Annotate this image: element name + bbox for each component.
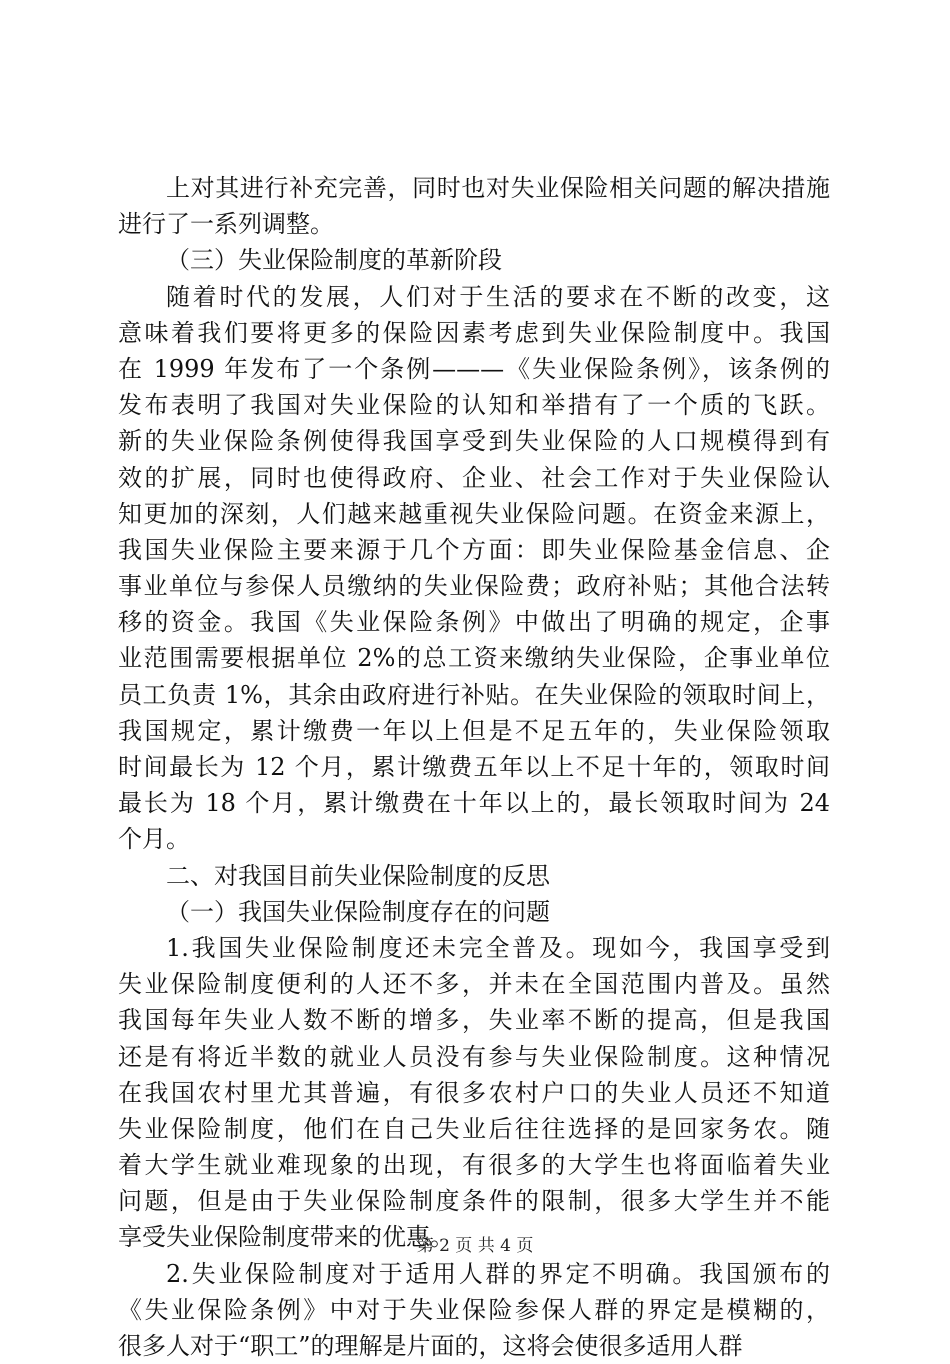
document-body: [118, 170, 830, 1364]
text-line: 很多人对于“职工”的理解是片面的，这将会使很多适用人群: [118, 1332, 743, 1360]
text-line: 事业单位与参保人员缴纳的失业保险费；政府补贴；其他合法转: [118, 572, 830, 601]
text-line: 时间最长为 12 个月，累计缴费五年以上不足十年的，领取时间: [118, 753, 830, 781]
text-line: 着大学生就业难现象的出现，有很多的大学生也将面临着失业: [118, 1151, 830, 1180]
text-line: 意味着我们要将更多的保险因素考虑到失业保险制度中。我国: [118, 318, 830, 347]
text-line: 失业保险制度，他们在自己失业后往往选择的是回家务农。随: [118, 1114, 830, 1143]
text-line: 二、对我国目前失业保险制度的反思: [166, 861, 550, 890]
text-line: 业范围需要根据单位 2%的总工资来缴纳失业保险，企事业单位: [118, 644, 830, 673]
paragraph: [118, 279, 830, 858]
text-line: （三）失业保险制度的革新阶段: [166, 246, 502, 275]
text-line: 还是有将近半数的就业人员没有参与失业保险制度。这种情况: [118, 1042, 830, 1071]
page-footer: 第 2 页 共 4 页: [416, 1236, 534, 1256]
text-line: 员工负责 1%，其余由政府进行补贴。在失业保险的领取时间上，: [118, 680, 830, 709]
text-line: 知更加的深刻，人们越来越重视失业保险问题。在资金来源上，: [118, 499, 830, 528]
section-heading: [118, 242, 830, 278]
text-line: 我国每年失业人数不断的增多，失业率不断的提高，但是我国: [118, 1006, 830, 1035]
paragraph: [118, 1256, 830, 1364]
text-line: 我国规定，累计缴费一年以上但是不足五年的，失业保险领取: [118, 716, 830, 745]
paragraph: [118, 930, 830, 1256]
text-line: 移的资金。我国《失业保险条例》中做出了明确的规定，企事: [118, 608, 830, 637]
text-line: 失业保险制度便利的人还不多，并未在全国范围内普及。虽然: [118, 970, 830, 999]
text-line: 1.我国失业保险制度还未完全普及。现如今，我国享受到: [166, 933, 830, 962]
text-line: 在我国农村里尤其普遍，有很多农村户口的失业人员还不知道: [118, 1078, 830, 1107]
text-line: 2.失业保险制度对于适用人群的界定不明确。我国颁布的: [166, 1259, 830, 1288]
section-heading: [118, 894, 830, 930]
section-heading: [118, 858, 830, 894]
paragraph: [118, 170, 830, 242]
text-line: 问题，但是由于失业保险制度条件的限制，很多大学生并不能: [118, 1187, 830, 1216]
text-line: 上对其进行补充完善，同时也对失业保险相关问题的解决措施: [166, 174, 830, 202]
text-line: （一）我国失业保险制度存在的问题: [166, 897, 550, 926]
text-line: 在 1999 年发布了一个条例———《失业保险条例》，该条例的: [118, 354, 830, 383]
text-line: 个月。: [118, 825, 190, 854]
text-line: 《失业保险条例》中对于失业保险参保人群的界定是模糊的，: [118, 1295, 830, 1324]
text-line: 进行了一系列调整。: [118, 210, 334, 239]
text-line: 发布表明了我国对失业保险的认知和举措有了一个质的飞跃。: [118, 391, 830, 420]
text-line: 享受失业保险制度带来的优惠。: [118, 1223, 454, 1252]
text-line: 新的失业保险条例使得我国享受到失业保险的人口规模得到有: [118, 427, 830, 456]
text-line: 最长为 18 个月，累计缴费在十年以上的，最长领取时间为 24: [118, 789, 830, 818]
text-line: 随着时代的发展，人们对于生活的要求在不断的改变，这: [166, 282, 830, 311]
text-line: 效的扩展，同时也使得政府、企业、社会工作对于失业保险认: [118, 463, 830, 492]
text-line: 我国失业保险主要来源于几个方面：即失业保险基金信息、企: [118, 535, 830, 564]
